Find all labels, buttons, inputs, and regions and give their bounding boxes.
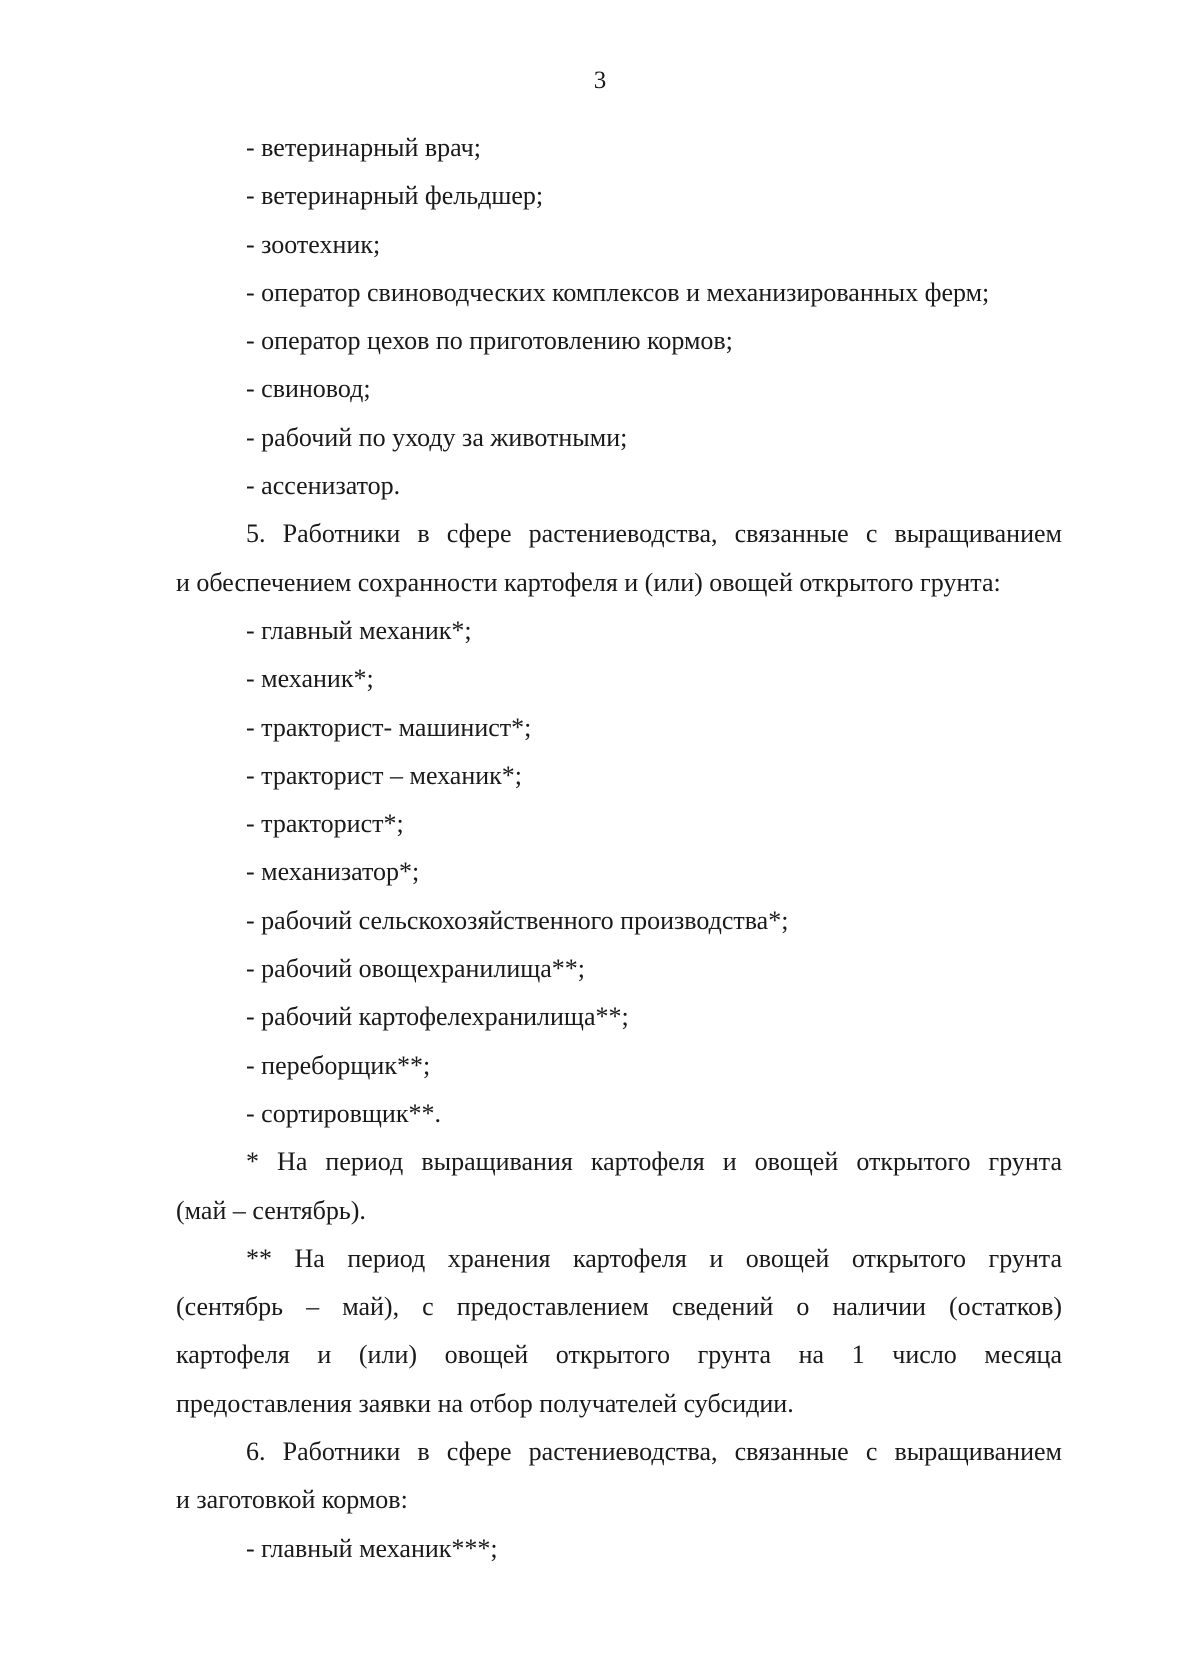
list-item: - рабочий по уходу за животными; — [246, 422, 628, 452]
footnote-single-asterisk — [176, 1138, 1062, 1235]
crop-occupation-list — [176, 607, 1062, 1138]
section-5-paragraph — [176, 510, 1062, 607]
list-item: - рабочий сельскохозяйственного производства*; — [246, 905, 789, 935]
livestock-occupation-list — [176, 124, 1062, 510]
list-item: - тракторист*; — [246, 809, 404, 839]
list-item: - главный механик*; — [246, 615, 472, 645]
list-item: - тракторист- машинист*; — [246, 712, 532, 742]
footnote-2-line-4: предоставления заявки на отбор получателей субсидии. — [176, 1388, 794, 1418]
list-item: - ветеринарный фельдшер; — [246, 181, 544, 211]
list-item: - оператор цехов по приготовлению кормов; — [246, 326, 733, 356]
section-5-line-2: и обеспечением сохранности картофеля и (или) овощей открытого грунта: — [176, 567, 1001, 597]
list-item: - рабочий картофелехранилища**; — [246, 1002, 629, 1032]
footnote-2-line-1: ** На период хранения картофеля и овощей открытого грунта — [246, 1243, 1062, 1273]
section-6-line-2: и заготовкой кормов: — [176, 1485, 408, 1515]
list-item: - сортировщик**. — [246, 1098, 441, 1128]
footnote-double-asterisk — [176, 1235, 1062, 1428]
list-item: - рабочий овощехранилища**; — [246, 954, 586, 984]
list-item: - оператор свиноводческих комплексов и механизированных ферм; — [246, 277, 990, 307]
footnote-1-line-1: * На период выращивания картофеля и овощей открытого грунта — [246, 1147, 1062, 1177]
page-number: 3 — [593, 67, 607, 94]
list-item: - ассенизатор. — [246, 471, 401, 501]
document-body — [176, 124, 1062, 1573]
list-item: - главный механик***; — [246, 1533, 498, 1563]
section-6-line-1: 6. Работники в сфере растениеводства, связанные с выращиванием — [246, 1437, 1062, 1467]
list-item: - тракторист – механик*; — [246, 760, 523, 790]
footnote-2-line-3: картофеля и (или) овощей открытого грунта на 1 число месяца — [176, 1340, 1062, 1370]
list-item: - переборщик**; — [246, 1050, 431, 1080]
forage-occupation-list — [176, 1525, 1062, 1573]
list-item: - механизатор*; — [246, 857, 420, 887]
footnote-2-line-2: (сентябрь – май), с предоставлением сведений о наличии (остатков) — [176, 1292, 1062, 1322]
list-item: - ветеринарный врач; — [246, 133, 481, 162]
footnote-1-line-2: (май – сентябрь). — [176, 1195, 366, 1225]
section-6-paragraph — [176, 1428, 1062, 1525]
list-item: - зоотехник; — [246, 229, 381, 259]
section-5-line-1: 5. Работники в сфере растениеводства, связанные с выращиванием — [246, 519, 1062, 549]
list-item: - свиновод; — [246, 374, 371, 404]
list-item: - механик*; — [246, 664, 374, 694]
